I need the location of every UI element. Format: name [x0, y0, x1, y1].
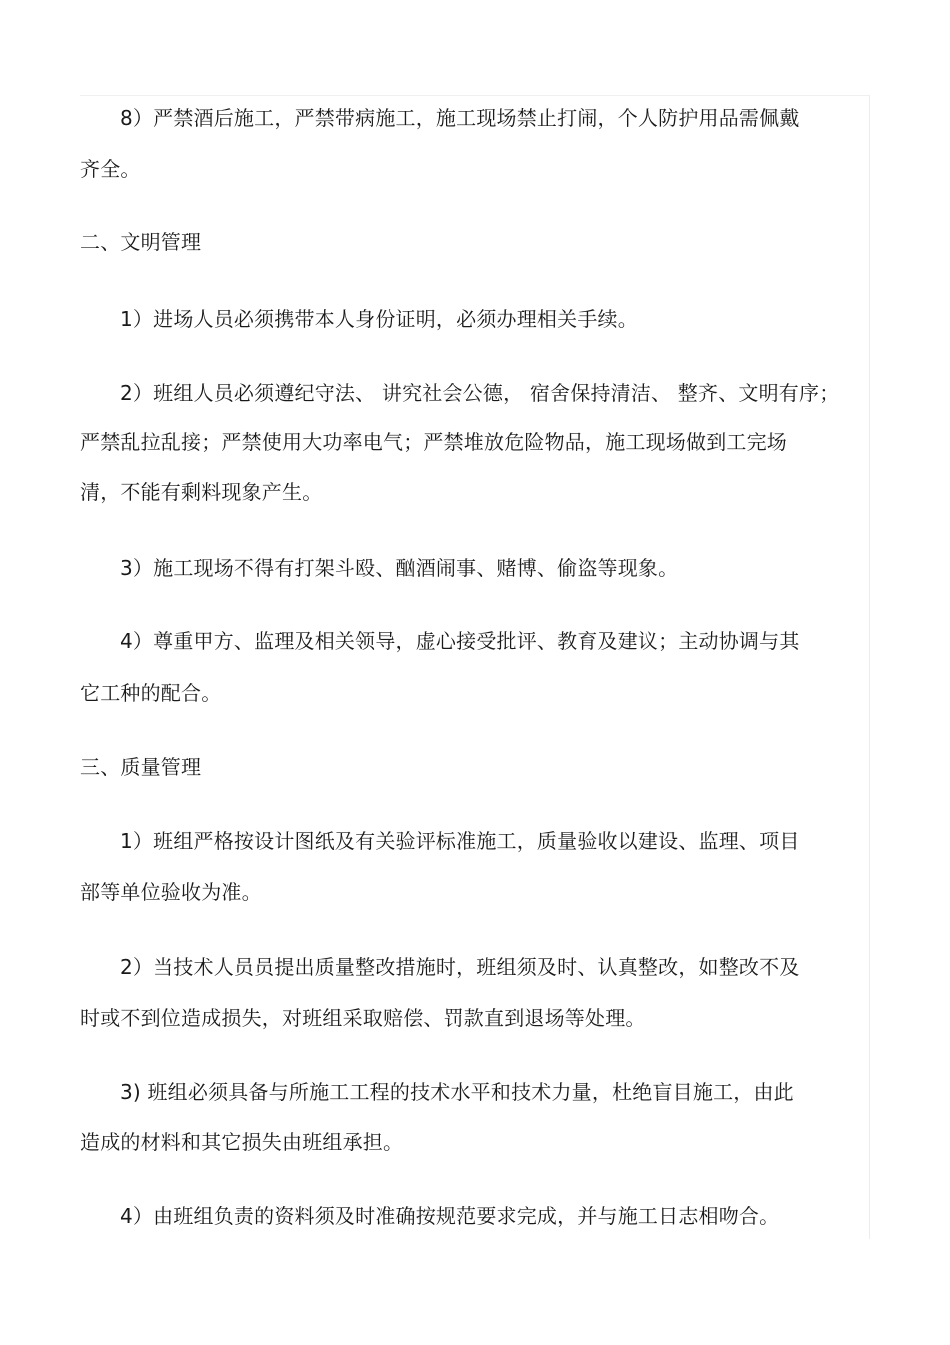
- paragraph-quality-3-line-1: 3) 班组必须具备与所施工工程的技术水平和技术力量，杜绝盲目施工，由此: [120, 1080, 794, 1104]
- paragraph-civil-2-line-2: 严禁乱拉乱接；严禁使用大功率电气；严禁堆放危险物品，施工现场做到工完场: [80, 430, 787, 454]
- paragraph-item-8-line-2: 齐全。: [80, 157, 141, 181]
- section-heading-quality-management: 三、质量管理: [80, 755, 202, 779]
- paragraph-civil-4-line-2: 它工种的配合。: [80, 681, 222, 705]
- paragraph-quality-4: 4）由班组负责的资料须及时准确按规范要求完成，并与施工日志相吻合。: [120, 1204, 780, 1228]
- document-page: [80, 95, 870, 1239]
- section-heading-civilized-management: 二、文明管理: [80, 230, 202, 254]
- paragraph-quality-2-line-1: 2）当技术人员员提出质量整改措施时，班组须及时、认真整改，如整改不及: [120, 955, 800, 979]
- paragraph-civil-3: 3）施工现场不得有打架斗殴、酗酒闹事、赌博、偷盗等现象。: [120, 556, 679, 580]
- paragraph-civil-4-line-1: 4）尊重甲方、监理及相关领导，虚心接受批评、教育及建议；主动协调与其: [120, 629, 800, 653]
- paragraph-item-8-line-1: 8）严禁酒后施工，严禁带病施工，施工现场禁止打闹，个人防护用品需佩戴: [120, 106, 800, 130]
- paragraph-civil-1: 1）进场人员必须携带本人身份证明，必须办理相关手续。: [120, 307, 638, 331]
- paragraph-civil-2-line-1: 2）班组人员必须遵纪守法、 讲究社会公德， 宿舍保持清洁、 整齐、文明有序；: [120, 381, 840, 405]
- paragraph-quality-1-line-2: 部等单位验收为准。: [80, 880, 262, 904]
- paragraph-quality-2-line-2: 时或不到位造成损失，对班组采取赔偿、罚款直到退场等处理。: [80, 1006, 646, 1030]
- paragraph-quality-1-line-1: 1）班组严格按设计图纸及有关验评标准施工，质量验收以建设、监理、项目: [120, 829, 800, 853]
- paragraph-civil-2-line-3: 清，不能有剩料现象产生。: [80, 480, 323, 504]
- paragraph-quality-3-line-2: 造成的材料和其它损失由班组承担。: [80, 1130, 404, 1154]
